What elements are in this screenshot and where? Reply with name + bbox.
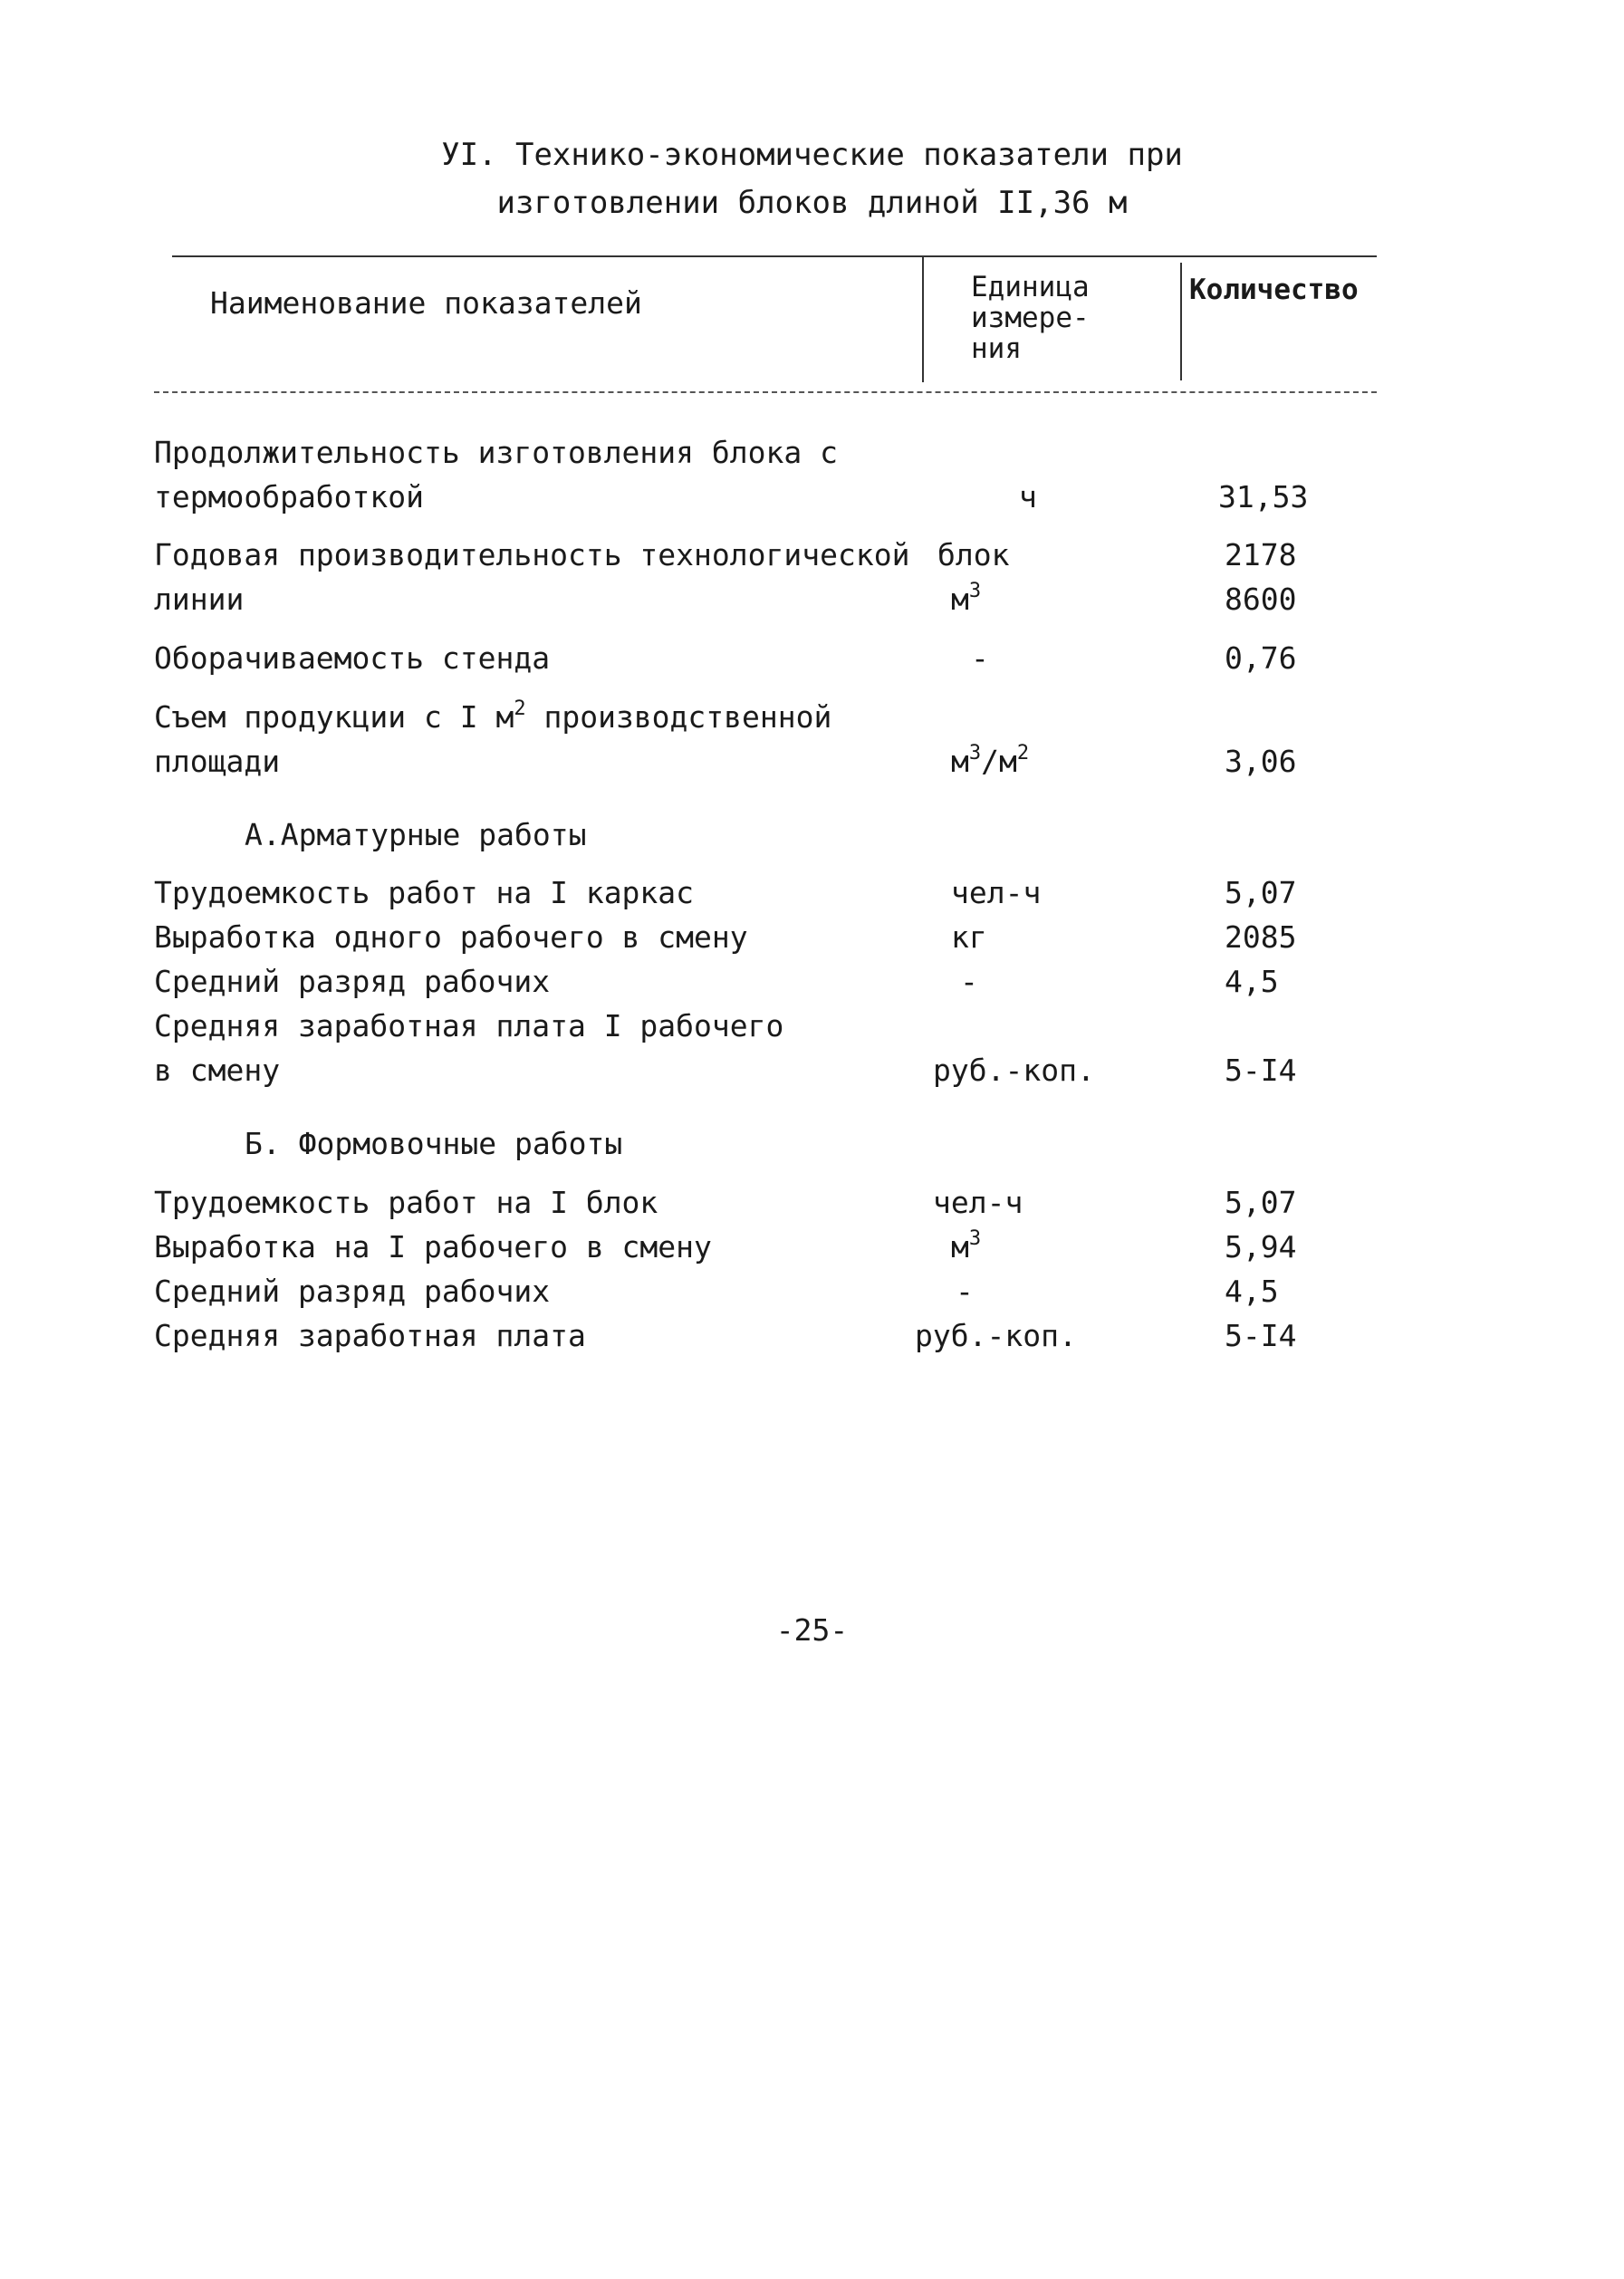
row-productivity-unit-2-sup: 3 <box>968 580 982 602</box>
row-output-name-1 <box>154 699 831 735</box>
section-b-row-1-unit: чел-ч <box>933 1185 1023 1220</box>
row-productivity-name-2: линии <box>154 582 245 617</box>
table-header-divider-1 <box>922 255 924 382</box>
section-a-row-4-name-2: в смену <box>154 1053 281 1088</box>
section-b-title: Б. Формовочные работы <box>245 1126 623 1161</box>
section-b-row-1-value: 5,07 <box>1225 1185 1297 1220</box>
section-b-row-3-unit: - <box>956 1274 974 1309</box>
row-output-name-1b: производственной <box>525 699 832 735</box>
row-output-name-2: площади <box>154 744 281 779</box>
row-duration-name-1: Продолжительность изготовления блока с <box>154 435 838 470</box>
row-productivity-value-2: 8600 <box>1225 582 1297 617</box>
section-a-row-3-name: Средний разряд рабочих <box>154 964 551 999</box>
row-output-value: 3,06 <box>1225 744 1297 779</box>
section-a-row-4-value: 5-I4 <box>1225 1053 1297 1088</box>
section-b-row-2-name: Выработка на I рабочего в смену <box>154 1229 712 1265</box>
column-header-unit <box>971 272 1152 364</box>
section-b-row-1-name: Трудоемкость работ на I блок <box>154 1185 658 1220</box>
table-header-top-rule <box>172 255 1377 257</box>
row-productivity-name-1: Годовая производительность технологической <box>154 537 910 572</box>
section-b-row-4-value: 5-I4 <box>1225 1318 1297 1353</box>
section-b-row-3-name: Средний разряд рабочих <box>154 1274 551 1309</box>
row-productivity-value-1: 2178 <box>1225 537 1297 572</box>
title-line-2: изготовлении блоков длиной II,36 м <box>496 185 1128 221</box>
section-a-row-4-name-1: Средняя заработная плата I рабочего <box>154 1008 784 1043</box>
row-output-name-1-sup: 2 <box>514 697 526 720</box>
row-output-name-1a: Съем продукции с I м <box>154 699 514 735</box>
row-output-unit-sup2: 2 <box>1016 742 1030 764</box>
column-header-quantity: Количество <box>1189 274 1359 306</box>
row-productivity-unit-2 <box>951 582 981 617</box>
column-header-unit-line-2: измере- <box>971 302 1090 334</box>
section-b-row-3-value: 4,5 <box>1225 1274 1279 1309</box>
section-b-row-2-value: 5,94 <box>1225 1229 1297 1265</box>
column-header-name: Наименование показателей <box>210 285 642 321</box>
column-header-unit-line-1: Единица <box>971 271 1090 303</box>
row-output-unit-b: /м <box>981 744 1017 779</box>
section-a-row-1-unit: чел-ч <box>951 875 1042 910</box>
row-duration-unit: ч <box>1019 479 1037 514</box>
section-a-row-2-value: 2085 <box>1225 919 1297 955</box>
row-turnover-unit: - <box>971 640 989 676</box>
row-turnover-name: Оборачиваемость стенда <box>154 640 551 676</box>
table-header-bottom-rule <box>154 391 1377 393</box>
row-productivity-unit-1: блок <box>937 537 1010 572</box>
row-output-unit-a: м <box>951 744 969 779</box>
table-header-divider-2 <box>1180 263 1182 380</box>
section-a-title: А.Арматурные работы <box>245 817 587 852</box>
section-b-row-4-unit: руб.-коп. <box>915 1318 1077 1353</box>
section-b-row-2-unit-sup: 3 <box>968 1227 982 1250</box>
row-turnover-value: 0,76 <box>1225 640 1297 676</box>
row-duration-value: 31,53 <box>1218 479 1309 514</box>
section-a-row-2-name: Выработка одного рабочего в смену <box>154 919 748 955</box>
section-a-row-2-unit: кг <box>951 919 987 955</box>
column-header-unit-line-3: ния <box>971 332 1022 365</box>
section-b-row-4-name: Средняя заработная плата <box>154 1318 586 1353</box>
title-line-1: УI. Технико-экономические показатели при <box>441 137 1183 173</box>
row-productivity-unit-2-base: м <box>951 582 969 617</box>
section-b-row-2-unit-base: м <box>951 1229 969 1265</box>
section-a-row-1-name: Трудоемкость работ на I каркас <box>154 875 695 910</box>
row-output-unit <box>951 744 1029 779</box>
section-a-row-4-unit: руб.-коп. <box>933 1053 1095 1088</box>
section-a-row-1-value: 5,07 <box>1225 875 1297 910</box>
section-a-row-3-value: 4,5 <box>1225 964 1279 999</box>
page-title <box>0 131 1624 227</box>
row-duration-name-2: термообработкой <box>154 479 425 514</box>
section-b-row-2-unit <box>951 1229 981 1265</box>
row-output-unit-sup1: 3 <box>968 742 982 764</box>
section-a-row-3-unit: - <box>960 964 978 999</box>
page-number: -25- <box>775 1612 849 1648</box>
